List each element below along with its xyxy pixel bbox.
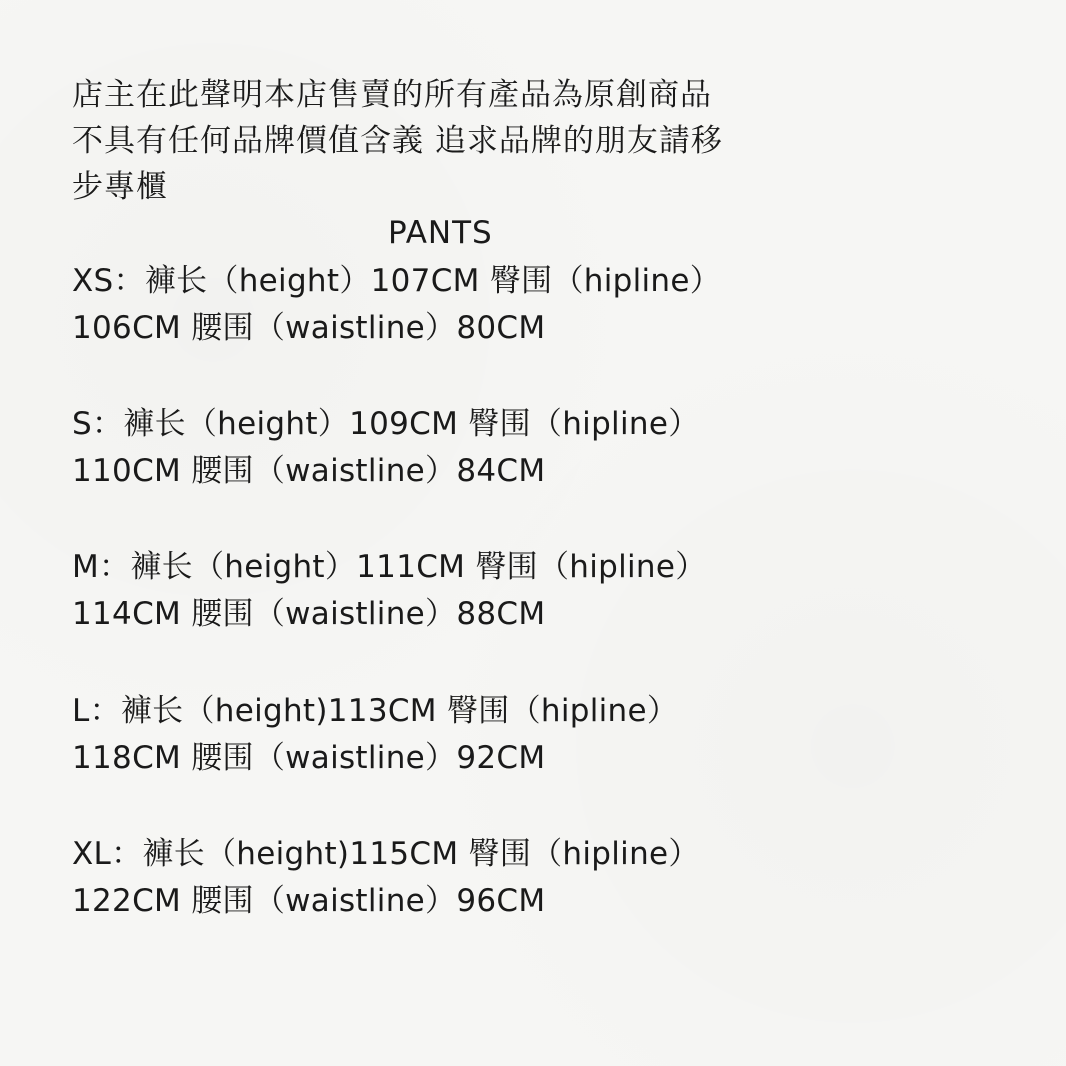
size-measure-line: L：褲长（height)113CM 臀围（hipline） xyxy=(72,693,679,729)
size-measure-line: 118CM 腰围（waistline）92CM xyxy=(72,740,546,776)
size-measure-line: XL：褲长（height)115CM 臀围（hipline） xyxy=(72,836,700,872)
size-measure-line: 114CM 腰围（waistline）88CM xyxy=(72,596,546,632)
notice-line: 不具有任何品牌價值含義 追求品牌的朋友請移 xyxy=(72,123,723,159)
size-measure-line: 106CM 腰围（waistline）80CM xyxy=(72,310,546,346)
size-measure-line: 122CM 腰围（waistline）96CM xyxy=(72,883,546,919)
notice-line: 店主在此聲明本店售賣的所有產品為原創商品 xyxy=(72,77,712,113)
size-measure-line: S：褲长（height）109CM 臀围（hipline） xyxy=(72,406,700,442)
section-title: PANTS xyxy=(388,215,493,251)
size-entry-m xyxy=(72,544,992,638)
size-measure-line: XS：褲长（height）107CM 臀围（hipline） xyxy=(72,263,722,299)
size-entry-l xyxy=(72,688,992,782)
size-entry-xs xyxy=(72,258,992,352)
notice-line: 步專櫃 xyxy=(72,169,168,205)
size-entry-xl xyxy=(72,831,992,925)
size-measure-line: 110CM 腰围（waistline）84CM xyxy=(72,453,546,489)
size-entry-s xyxy=(72,401,992,495)
shop-notice xyxy=(72,72,982,210)
size-measure-line: M：褲长（height）111CM 臀围（hipline） xyxy=(72,549,707,585)
